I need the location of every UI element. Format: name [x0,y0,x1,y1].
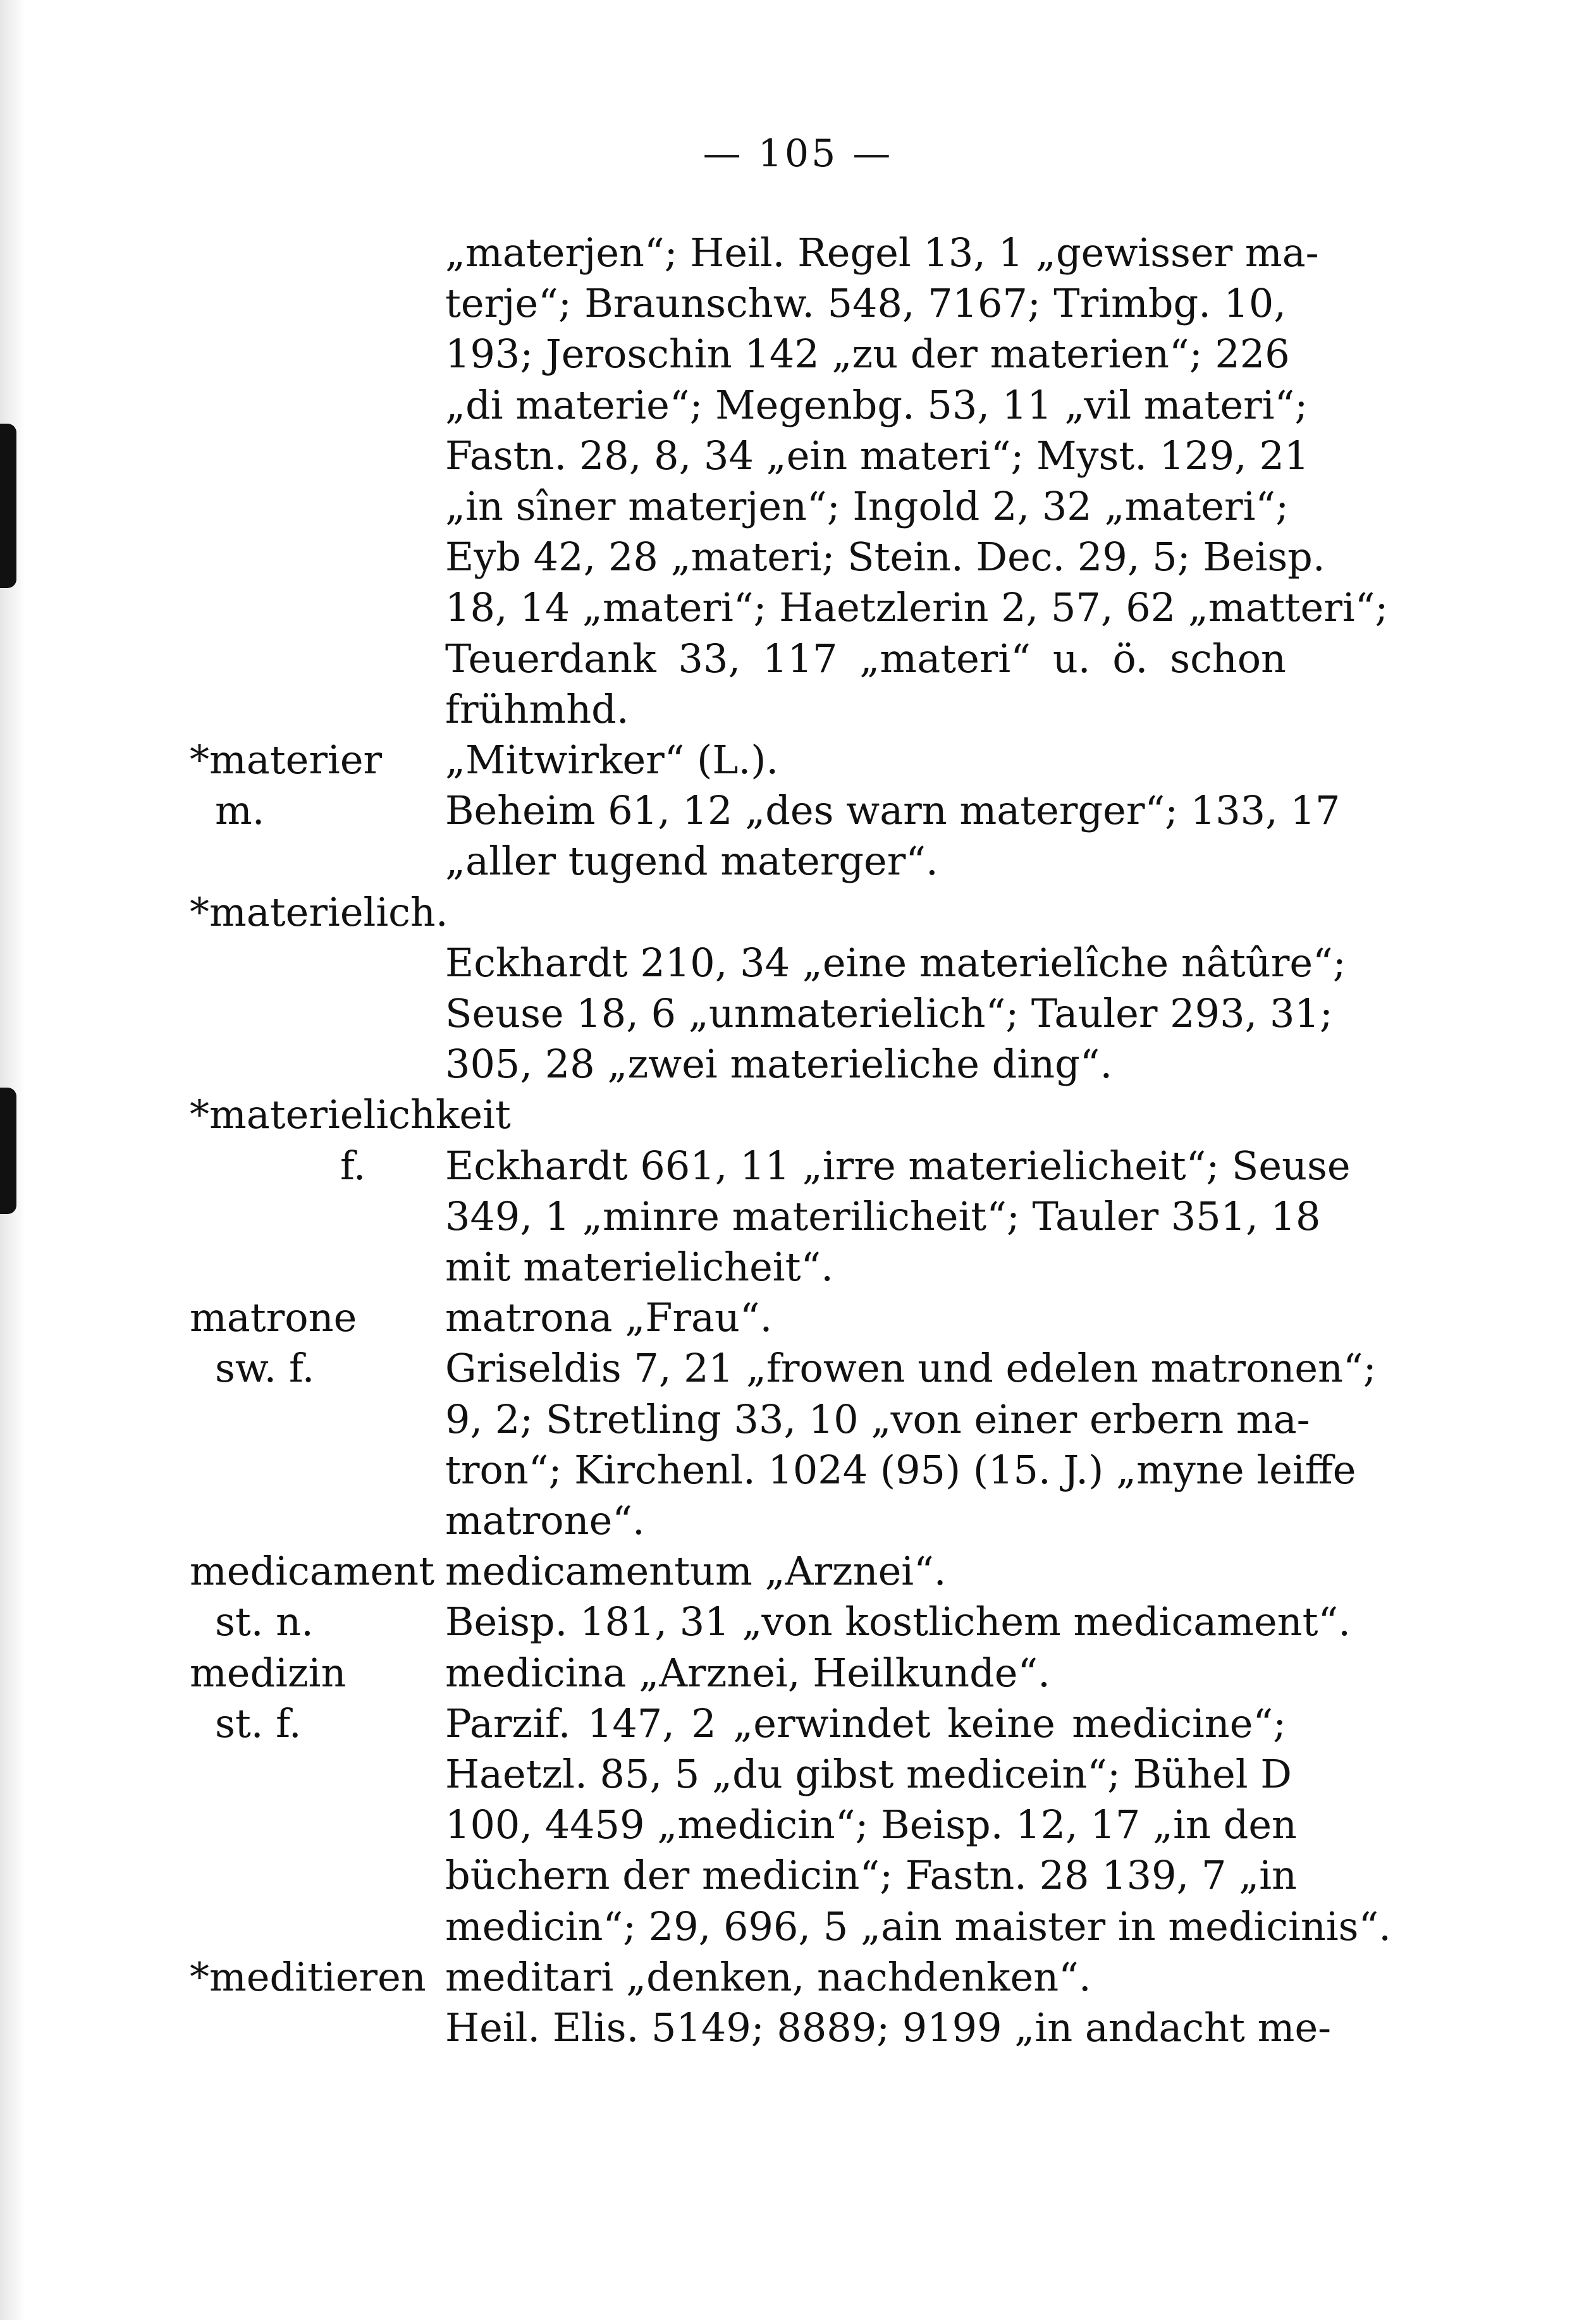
entry-text-line: 193; Jeroschin 142 „zu der materien“; 226 [445,331,1290,377]
entry-text-line: büchern der medicin“; Fastn. 28 139, 7 „in [445,1852,1297,1898]
entry-headword: medizin [190,1650,347,1696]
entry-text-line: Griseldis 7, 21 „frowen und edelen matronen“; [445,1345,1377,1391]
entry-text-line: Teuerdank 33, 117 „materi“ u. ö. schon [445,635,1286,682]
entry-text-line: Beheim 61, 12 „des warn materger“; 133, 17 [445,787,1341,833]
entry-text-line: medicamentum „Arznei“. [445,1548,947,1594]
entry-text-line: tron“; Kirchenl. 1024 (95) (15. J.) „myne leiffe [445,1447,1356,1493]
entry-text-line: 349, 1 „minre materilicheit“; Tauler 351, 18 [445,1193,1321,1239]
entry-text-line: „Mitwirker“ (L.). [445,737,779,783]
entry-headword: *materielichkeit [190,1091,511,1138]
entry-text-line: „in sîner materjen“; Ingold 2, 32 „materi“; [445,483,1289,529]
entry-headword: f. [340,1143,366,1189]
entry-text-line: „aller tugend materger“. [445,838,938,884]
entry-text-line: medicina „Arznei, Heilkunde“. [445,1650,1050,1696]
entry-text-line: medicin“; 29, 696, 5 „ain maister in medicinis“. [445,1903,1391,1949]
entry-headword: medicament [190,1548,435,1594]
entry-headword: matrone [190,1294,357,1341]
entry-text-line: terje“; Braunschw. 548, 7167; Trimbg. 10, [445,280,1286,326]
entry-text-line: mit materielicheit“. [445,1244,833,1290]
entry-text-line: meditari „denken, nachdenken“. [445,1954,1091,2000]
entry-text-line: matrone“. [445,1497,645,1544]
entry-text-line: Heil. Elis. 5149; 8889; 9199 „in andacht me- [445,2004,1332,2051]
entry-text-line: Eyb 42, 28 „materi; Stein. Dec. 29, 5; Beisp. [445,534,1325,580]
page-number: — 105 — [703,132,893,176]
entry-headword: *meditieren [190,1954,426,2000]
entry-text-line: Seuse 18, 6 „unmaterielich“; Tauler 293, 31; [445,990,1333,1036]
entry-text-line: Eckhardt 661, 11 „irre materielicheit“; Seuse [445,1143,1351,1189]
entry-text-line: „di materie“; Megenbg. 53, 11 „vil materi“; [445,382,1308,428]
entry-text-line: 305, 28 „zwei materieliche ding“. [445,1041,1113,1087]
entry-headword: sw. f. [215,1345,315,1391]
entry-text-line: Fastn. 28, 8, 34 „ein materi“; Myst. 129, 21 [445,433,1310,479]
entry-text-line: Haetzl. 85, 5 „du gibst medicein“; Bühel D [445,1751,1292,1797]
binding-mark [0,424,16,588]
entry-text-line: Beisp. 181, 31 „von kostlichem medicament“. [445,1599,1351,1645]
binding-mark [0,1088,16,1214]
entry-headword: st. n. [215,1599,314,1645]
entry-headword: m. [215,787,265,833]
entry-text-line: 9, 2; Stretling 33, 10 „von einer erbern ma- [445,1396,1310,1442]
entry-headword: *materielich. [190,889,448,935]
entry-text-line: Eckhardt 210, 34 „eine materielîche nâtûre“; [445,940,1346,986]
entry-headword: st. f. [215,1700,302,1746]
entry-text-line: „materjen“; Heil. Regel 13, 1 „gewisser ma- [445,230,1319,276]
entry-text-line: 100, 4459 „medicin“; Beisp. 12, 17 „in den [445,1801,1297,1848]
entry-text-line: Parzif. 147, 2 „erwindet keine medicine“; [445,1700,1286,1746]
entry-headword: *materier [190,737,383,783]
entry-text-line: frühmhd. [445,686,629,732]
entry-text-line: 18, 14 „materi“; Haetzlerin 2, 57, 62 „matteri“; [445,584,1389,630]
entry-text-line: matrona „Frau“. [445,1294,773,1341]
